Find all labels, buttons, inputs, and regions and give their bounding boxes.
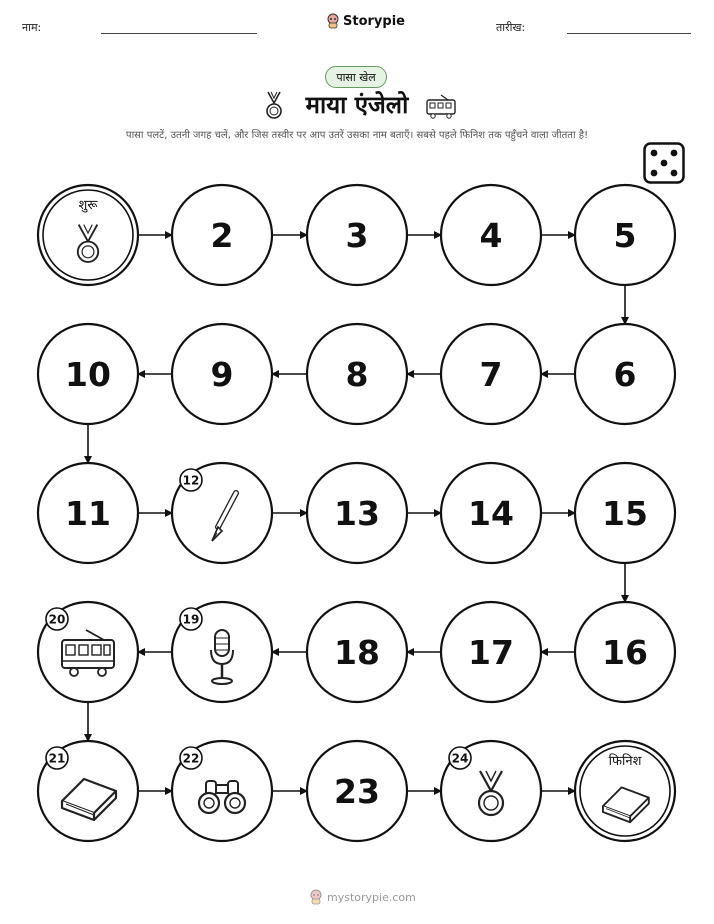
space-number: 4 <box>479 216 503 255</box>
space-number: 11 <box>65 494 111 533</box>
space-number: 16 <box>602 633 648 672</box>
space-number: 23 <box>334 772 380 811</box>
board-space-9[interactable] <box>172 324 272 424</box>
board-space-20[interactable] <box>38 602 138 702</box>
finish-label: फिनिश <box>608 754 642 769</box>
space-number: 12 <box>182 473 200 488</box>
board-space-24[interactable] <box>441 741 541 841</box>
brand-name: Storypie <box>343 13 405 29</box>
footer-site[interactable]: mystorypie.com <box>327 890 416 904</box>
board-space-2[interactable] <box>172 185 272 285</box>
board-space-14[interactable] <box>441 463 541 563</box>
space-number: 18 <box>334 633 380 672</box>
board-space-5[interactable] <box>575 185 675 285</box>
space-number: 20 <box>48 612 66 627</box>
board-space-10[interactable] <box>38 324 138 424</box>
space-number: 24 <box>451 751 469 766</box>
board-space-25[interactable] <box>575 741 675 841</box>
board-space-16[interactable] <box>575 602 675 702</box>
space-number: 7 <box>479 355 503 394</box>
page-title: माया एंजेलो <box>305 91 409 119</box>
board-space-22[interactable] <box>172 741 272 841</box>
space-number: 6 <box>613 355 637 394</box>
space-number: 10 <box>65 355 111 394</box>
space-number: 17 <box>468 633 514 672</box>
start-label: शुरू <box>78 198 98 213</box>
board-space-18[interactable] <box>307 602 407 702</box>
board-space-13[interactable] <box>307 463 407 563</box>
instructions-text: पासा पलटें, उतनी जगह चलें, और जिस तस्वीर पर आप उतरें उसका नाम बताएँ। सबसे पहले फिनिश तक पहुँचने वाला जीतता है! <box>125 130 589 141</box>
space-number: 19 <box>182 612 200 627</box>
name-label: नाम: <box>22 21 42 34</box>
space-number: 2 <box>210 216 234 255</box>
footer-brand <box>309 889 416 905</box>
space-number: 8 <box>345 355 369 394</box>
board-space-23[interactable] <box>307 741 407 841</box>
game-type-badge: पासा खेल <box>325 66 387 88</box>
storypie-mascot-icon <box>309 889 323 905</box>
board-space-17[interactable] <box>441 602 541 702</box>
space-number: 3 <box>345 216 369 255</box>
board-space-15[interactable] <box>575 463 675 563</box>
board-space-19[interactable] <box>172 602 272 702</box>
board-space-3[interactable] <box>307 185 407 285</box>
space-number: 14 <box>468 494 514 533</box>
board-space-21[interactable] <box>38 741 138 841</box>
space-number: 9 <box>210 355 234 394</box>
board-space-4[interactable] <box>441 185 541 285</box>
board-space-1[interactable] <box>38 185 138 285</box>
date-label: तारीख: <box>496 21 526 34</box>
board-space-8[interactable] <box>307 324 407 424</box>
space-number: 22 <box>182 751 200 766</box>
board-space-12[interactable] <box>172 463 272 563</box>
space-number: 15 <box>602 494 648 533</box>
space-number: 13 <box>334 494 380 533</box>
board-space-7[interactable] <box>441 324 541 424</box>
board-space-6[interactable] <box>575 324 675 424</box>
space-number: 5 <box>613 216 637 255</box>
space-number: 21 <box>48 751 66 766</box>
board-space-11[interactable] <box>38 463 138 563</box>
